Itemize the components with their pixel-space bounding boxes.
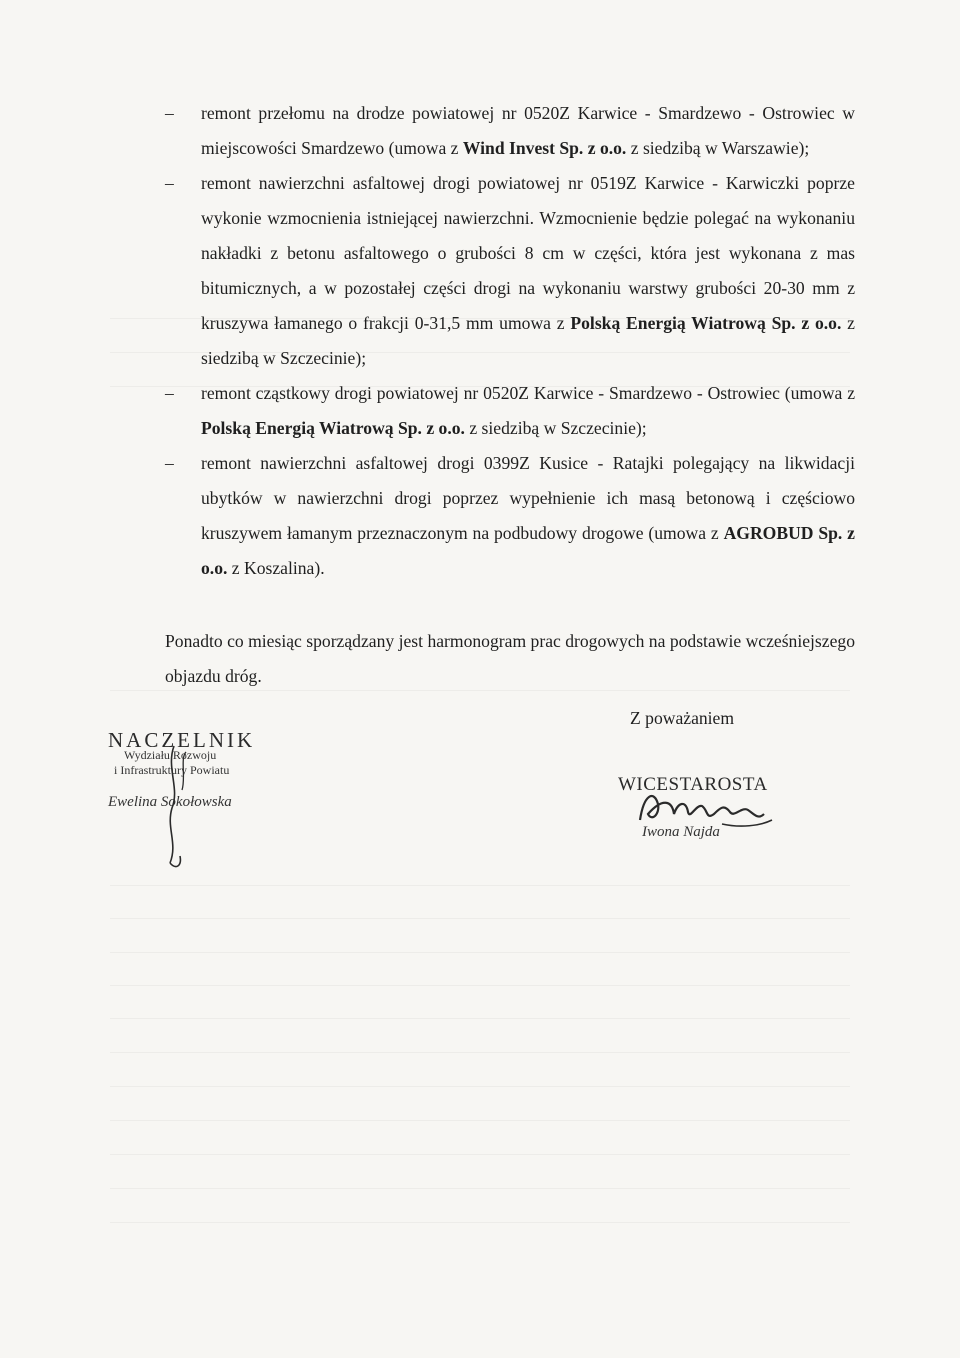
list-item [165,376,855,446]
bleed-through-line [110,952,850,953]
company-name: Polską Energią Wiatrową Sp. z o.o. [201,418,465,438]
stamp-naczelnik [100,728,300,848]
stamp-wicestarosta [612,768,812,858]
item-text: remont przełomu na drodze powiatowej nr 0520Z Karwice - Smardzewo - Ostrowiec w miejscowości Smardzewo (umowa z [201,103,855,158]
item-text: z Koszalina). [227,558,325,578]
stamp-department-line1: Wydziału Rozwoju [124,748,217,762]
signature-right [632,784,782,834]
bleed-through-line [110,1222,850,1223]
bleed-through-line [110,1018,850,1019]
closing-paragraph: Ponadto co miesiąc sporządzany jest harmonogram prac drogowych na podstawie wcześniejszego objazdu dróg. [165,630,855,686]
company-name: AGROBUD Sp. z o.o. [201,523,855,578]
regards-text: Z poważaniem [630,708,735,728]
stamp-person-name: Ewelina Sokołowska [108,794,232,810]
bleed-through-line [110,1188,850,1189]
list-dash: – [165,453,174,473]
bleed-through-line [110,1154,850,1155]
signature-left [156,738,196,878]
bleed-through-line [110,1086,850,1087]
stamp-title: WICESTAROSTA [618,774,768,795]
bleed-through-line [110,1120,850,1121]
bleed-through-line [110,918,850,919]
item-text: z siedzibą w Szczecinie); [464,418,647,438]
list-item [165,446,855,586]
list-dash: – [165,173,174,193]
item-text: remont nawierzchni asfaltowej drogi 0399Z Kusice - Ratajki polegający na likwidacji ubytków w nawierzchni drogi poprzez wypełnienie ich masą betonową i częściowo kruszywem łamanym przeznaczonym na podbudowy drogowe (umowa z [201,453,855,543]
bleed-through-line [110,985,850,986]
company-name: Wind Invest Sp. z o.o. [462,138,627,158]
bleed-through-line [110,1052,850,1053]
item-text: remont nawierzchni asfaltowej drogi powiatowej nr 0519Z Karwice - Karwiczki poprze wykonie wzmocnienia istniejącej nawierzchni. Wzmocnienie będzie polegać na wykonaniu nakładki z betonu asfaltowego o grubości 8 cm w części, która jest wykonana z mas bitumicznych, a w pozostałej części drogi na wykonaniu warstwy grubości 20-30 mm z kruszywa łamanego o frakcji 0-31,5 mm umowa z [201,173,855,333]
item-text: remont cząstkowy drogi powiatowej nr 0520Z Karwice - Smardzewo - Ostrowiec (umowa z [201,383,855,403]
list-dash: – [165,103,174,123]
stamp-department-line2: i Infrastruktury Powiatu [114,763,230,777]
list-item [165,166,855,376]
stamp-title: NACZELNIK [108,728,256,752]
road-works-list [165,96,855,586]
item-text: z siedzibą w Warszawie); [626,138,810,158]
item-text: z siedzibą w Szczecinie); [201,313,855,368]
list-dash: – [165,383,174,403]
bleed-through-line [110,885,850,886]
list-item [165,96,855,166]
stamp-person-name: Iwona Najda [642,824,720,840]
company-name: Polską Energią Wiatrową Sp. z o.o. [570,313,842,333]
